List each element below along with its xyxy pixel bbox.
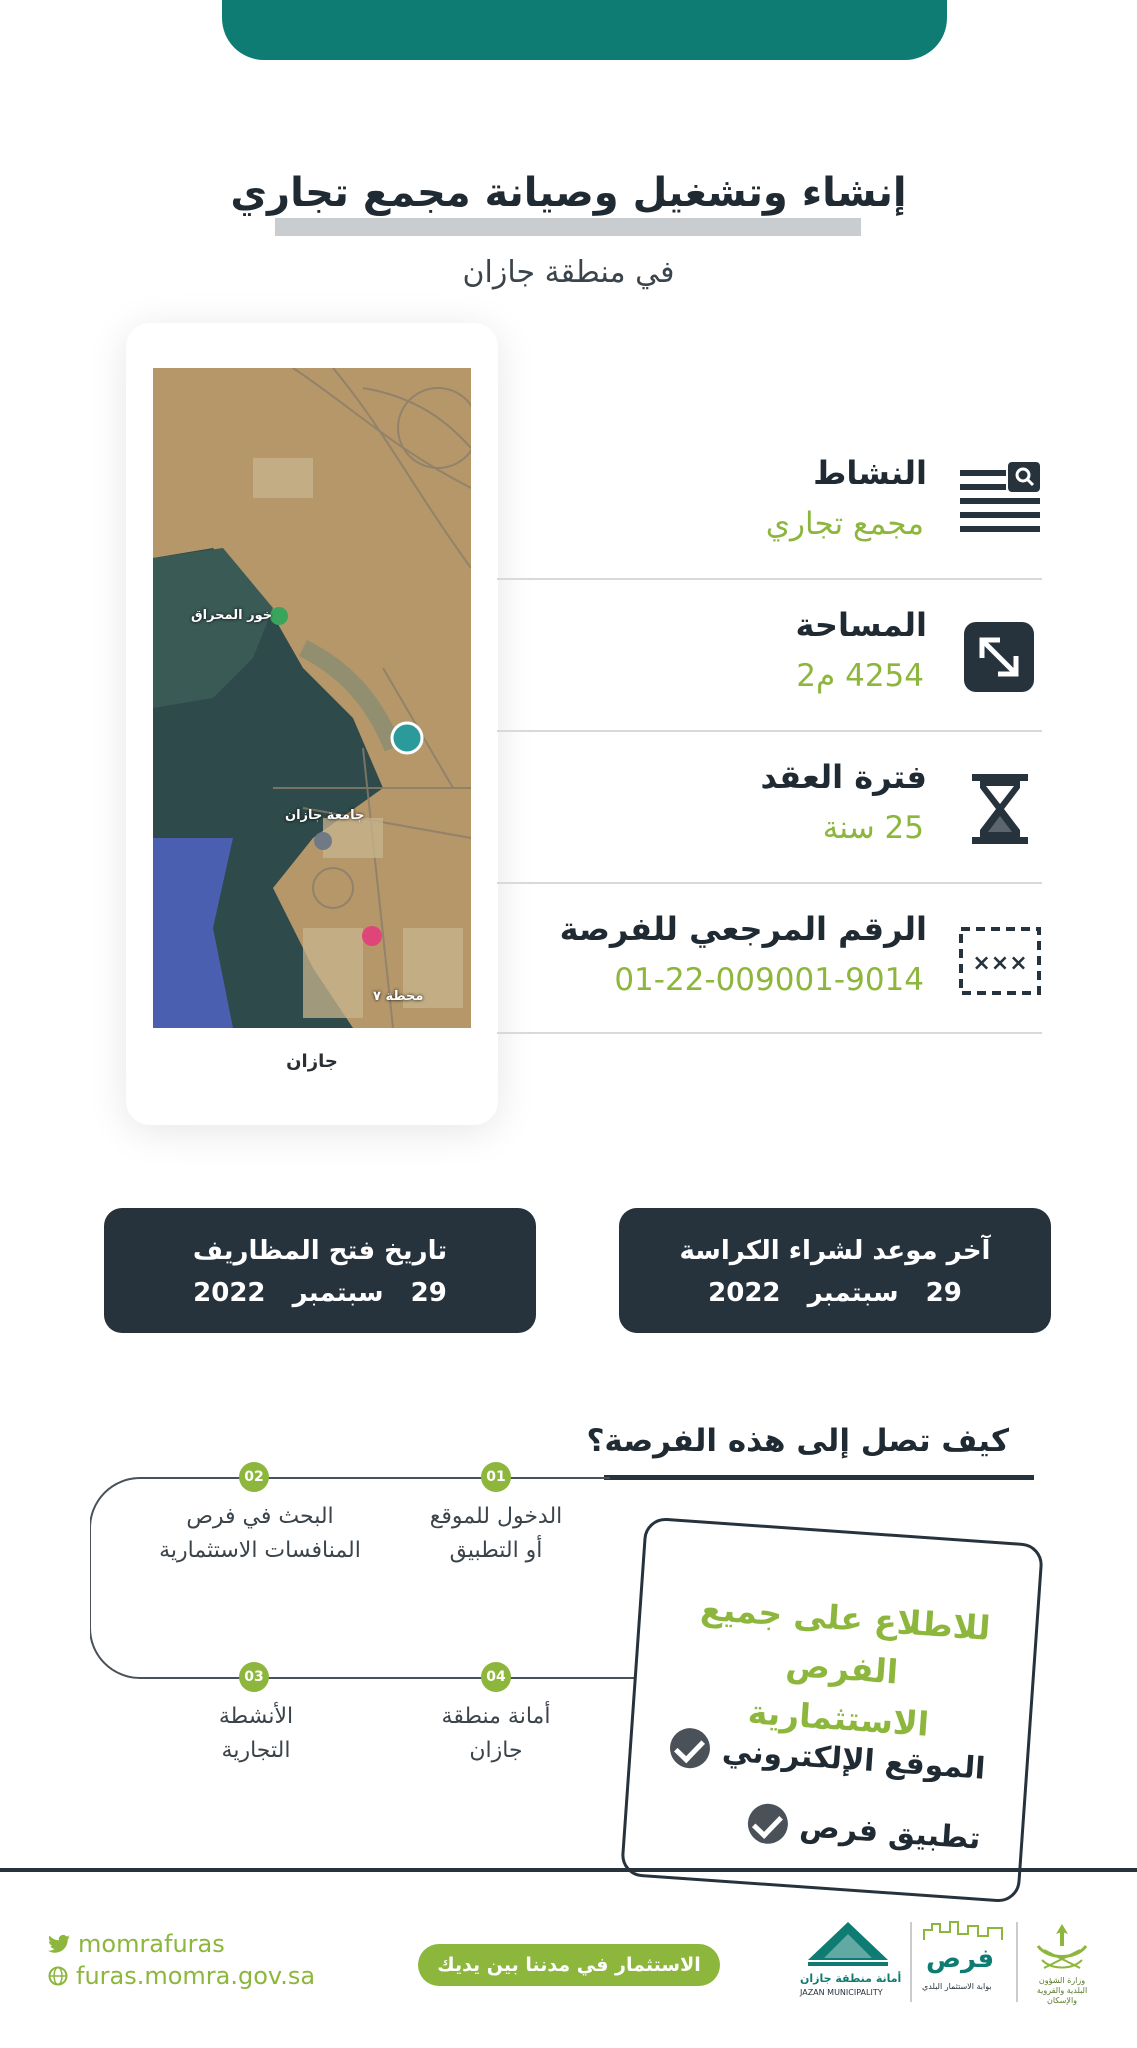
- logo-divider: [910, 1922, 912, 2002]
- promo-heading-line1: للاطلاع على جميع: [699, 1588, 992, 1648]
- step-01-line2: أو التطبيق: [449, 1538, 543, 1563]
- website-link[interactable]: [48, 1962, 315, 1990]
- promo-item-label: الموقع الإلكتروني: [721, 1732, 987, 1787]
- step-04-line2: جازان: [469, 1738, 523, 1763]
- envelopes-opening-label: تاريخ فتح المظاريف: [192, 1236, 448, 1266]
- step-badge-01: 01: [481, 1462, 511, 1492]
- page-subtitle: في منطقة جازان: [462, 255, 675, 290]
- info-value: 25 سنة: [822, 810, 924, 846]
- twitter-icon: [48, 1934, 70, 1954]
- step-02-line1: البحث في فرص: [186, 1504, 334, 1529]
- info-label: النشاط: [813, 454, 927, 492]
- id-card-icon: [958, 926, 1042, 996]
- promo-item-label: تطبيق فرص: [798, 1808, 982, 1857]
- info-row-contract: [497, 732, 1042, 884]
- furas-logo-sub: بوابة الاستثمار البلدي: [922, 1982, 992, 1991]
- map-label-station: محطة ٧: [373, 989, 424, 1004]
- info-row-activity: [497, 428, 1042, 580]
- info-row-reference: [497, 884, 1042, 1034]
- promo-card: [620, 1516, 1044, 1903]
- envelopes-opening-date: 29 سبتمبر 2022: [193, 1278, 447, 1308]
- info-value: 4254 م2: [796, 658, 924, 694]
- step-02-text: [140, 1500, 380, 1568]
- jazan-logo-ar: أمانة منطقة جازان: [800, 1972, 902, 1985]
- steps-path: [90, 1455, 650, 1695]
- furas-logo-text: فرص: [926, 1944, 995, 1974]
- slogan-badge: الاستثمار في مدننا بين يديك: [418, 1944, 720, 1986]
- how-to-reach-underline: [604, 1475, 1034, 1480]
- step-03-text: [146, 1700, 366, 1768]
- info-row-area: [497, 580, 1042, 732]
- step-03-line2: التجارية: [221, 1738, 291, 1763]
- satellite-map[interactable]: [153, 368, 471, 1028]
- step-01-line1: الدخول للموقع: [429, 1504, 563, 1529]
- step-04-text: [386, 1700, 606, 1768]
- map-label-lagoon: خور المحراق: [191, 608, 273, 623]
- logo-divider: [1016, 1922, 1018, 2002]
- how-to-reach-title: كيف تصل إلى هذه الفرصة؟: [586, 1423, 1009, 1459]
- jazan-logo-en: JAZAN MUNICIPALITY: [800, 1988, 883, 1997]
- title-highlight: [275, 218, 861, 236]
- hourglass-icon: [946, 774, 1028, 856]
- step-03-line1: الأنشطة: [218, 1704, 294, 1729]
- info-label: الرقم المرجعي للفرصة: [559, 910, 927, 948]
- step-badge-04: 04: [481, 1662, 511, 1692]
- ministry-logo: [1028, 1920, 1096, 2008]
- ministry-logo-text: وزارة الشؤون البلدية والقروية والإسكان: [1036, 1976, 1088, 2005]
- info-value: 01-22-009001-9014: [614, 962, 924, 998]
- step-04-line1: أمانة منطقة: [441, 1704, 551, 1729]
- booklet-deadline-date: 29 سبتمبر 2022: [708, 1278, 962, 1308]
- page-title: إنشاء وتشغيل وصيانة مجمع تجاري: [230, 170, 907, 216]
- envelopes-opening-box: [104, 1208, 536, 1333]
- globe-icon: [48, 1966, 68, 1986]
- step-badge-02: 02: [239, 1462, 269, 1492]
- info-label: فترة العقد: [760, 758, 927, 796]
- step-01-text: [386, 1500, 606, 1568]
- promo-heading: [687, 1583, 997, 1754]
- map-caption: جازان: [286, 1051, 338, 1072]
- check-icon: [669, 1727, 712, 1770]
- promo-heading-line2: الفرص الاستثمارية: [746, 1644, 931, 1744]
- newspaper-search-icon: [960, 462, 1042, 544]
- promo-item-app[interactable]: [746, 1802, 981, 1858]
- footer-divider: [0, 1868, 1137, 1872]
- info-label: المساحة: [795, 606, 927, 644]
- resize-arrows-icon: [952, 622, 1034, 704]
- map-label-university: جامعة جازان: [285, 808, 365, 823]
- booklet-deadline-label: آخر موعد لشراء الكراسة: [679, 1236, 991, 1266]
- check-icon: [746, 1802, 789, 1845]
- step-02-line2: المنافسات الاستثمارية: [159, 1538, 361, 1563]
- step-badge-03: 03: [239, 1662, 269, 1692]
- info-value: مجمع تجاري: [765, 506, 924, 542]
- website-url: furas.momra.gov.sa: [76, 1962, 316, 1990]
- map-card[interactable]: [126, 323, 498, 1125]
- twitter-link[interactable]: [48, 1930, 225, 1958]
- jazan-municipality-logo: [798, 1920, 902, 2000]
- booklet-deadline-box: [619, 1208, 1051, 1333]
- twitter-handle: momrafuras: [78, 1930, 225, 1958]
- furas-logo: [922, 1920, 1004, 2000]
- svg-text:×××: ×××: [972, 951, 1028, 976]
- top-banner: [222, 0, 947, 60]
